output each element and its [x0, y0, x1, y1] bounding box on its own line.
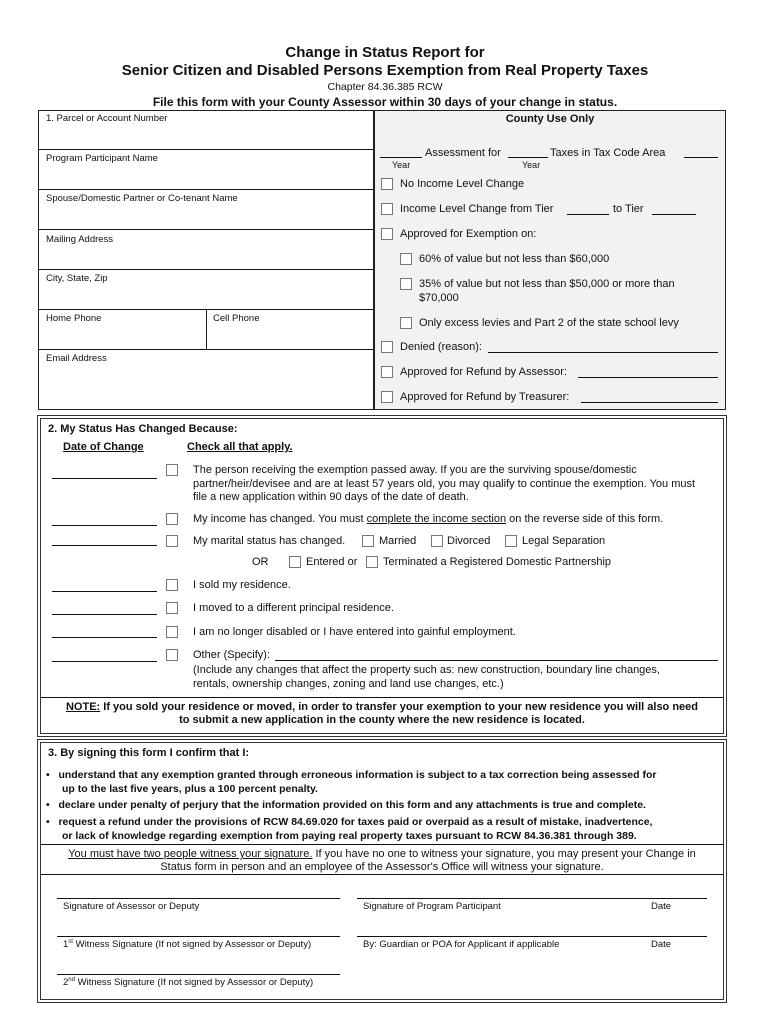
denied-reason-line[interactable] — [488, 352, 718, 353]
bullet-3-text: request a refund under the provisions of RCW 84.69.020 for taxes paid or overpaid as a result of mistake, inadvertence, — [58, 816, 653, 828]
participant-field[interactable] — [39, 164, 373, 188]
note-label: NOTE: — [65, 701, 101, 713]
opt35-checkbox[interactable] — [400, 278, 412, 290]
witness-instruction-2: Status form in person and an employee of the Assessor's Office will witness your signature. — [160, 861, 604, 873]
divider — [40, 844, 724, 845]
legal-separation-label: Legal Separation — [522, 535, 606, 547]
note-line-2: to submit a new application in the county where the new residence is located. — [179, 714, 585, 726]
city-field[interactable] — [39, 284, 373, 308]
moved-text: I moved to a different principal residence. — [193, 602, 394, 614]
tier-change-label: Income Level Change from Tier — [400, 203, 554, 215]
refund-assessor-line[interactable] — [578, 377, 718, 378]
section3-heading: 3. By signing this form I confirm that I: — [48, 747, 250, 759]
note-line-1 — [40, 701, 724, 713]
tax-code-area-line[interactable] — [684, 157, 718, 158]
witness-instruction-1 — [40, 848, 724, 860]
bullet-3-line-2: or lack of knowledge regarding exemption from paying real property taxes pursuant to RCW 84.36.381 through 389. — [62, 830, 637, 842]
other-label: Other (Specify): — [193, 649, 271, 661]
approved-exemption-label: Approved for Exemption on: — [400, 228, 537, 240]
excess-levies-label: Only excess levies and Part 2 of the state school levy — [419, 317, 679, 329]
bullet-2: • declare under penalty of perjury that the information provided on this form and any attachments is true and complete. — [46, 799, 646, 811]
divider — [40, 697, 724, 698]
passed-away-text-3: file a new application within 90 days of the date of death. — [193, 491, 469, 503]
city-label: City, State, Zip — [46, 273, 108, 284]
bullet-1-line-2: up to the last five years, plus a 100 percent penalty. — [62, 783, 318, 795]
terminated-partnership-label: Terminated a Registered Domestic Partnership — [383, 556, 612, 568]
divider — [38, 349, 374, 350]
passed-away-text-2: partner/heir/devisee and are at least 57 years old, you may qualify to continue the exemption. You must — [193, 478, 696, 490]
divider — [40, 874, 724, 875]
spouse-label: Spouse/Domestic Partner or Co-tenant Name — [46, 193, 238, 204]
sold-residence-checkbox[interactable] — [166, 579, 178, 591]
income-changed-text-a: My income has changed. You must — [193, 513, 364, 525]
passed-away-checkbox[interactable] — [166, 464, 178, 476]
assessor-signature-label: Signature of Assessor or Deputy — [63, 901, 200, 912]
marital-changed-checkbox[interactable] — [166, 535, 178, 547]
mailing-field[interactable] — [39, 245, 373, 269]
divider — [38, 229, 374, 230]
refund-treasurer-line[interactable] — [581, 402, 718, 403]
form-title-line2: Senior Citizen and Disabled Persons Exemption from Real Property Taxes — [121, 62, 649, 79]
divider — [38, 269, 374, 270]
divorced-label: Divorced — [447, 535, 491, 547]
participant-signature-line[interactable] — [357, 898, 707, 899]
witness2-signature-line[interactable] — [57, 974, 340, 975]
excess-levies-checkbox[interactable] — [400, 317, 412, 329]
year-label-2: Year — [522, 160, 541, 170]
date-line-moved[interactable] — [52, 614, 157, 615]
witness1-signature-line[interactable] — [57, 936, 340, 937]
date-label-1: Date — [651, 901, 672, 912]
witness1-number: 1 — [63, 939, 69, 951]
refund-treasurer-checkbox[interactable] — [381, 391, 393, 403]
opt35-label: 35% of value but not less than $50,000 or more than — [419, 278, 675, 290]
home-phone-field[interactable] — [39, 324, 205, 348]
parcel-field[interactable] — [39, 124, 373, 148]
county-use-title: County Use Only — [505, 113, 595, 125]
date-label-2: Date — [651, 939, 672, 950]
witness2-number: 2 — [63, 977, 69, 989]
witness-required-text: You must have two people witness your signature. — [68, 848, 313, 860]
other-note-2: rentals, ownership changes, zoning and land use changes, etc.) — [193, 678, 504, 690]
date-of-change-header: Date of Change — [63, 441, 144, 453]
email-field[interactable] — [39, 364, 373, 408]
assessor-signature-line[interactable] — [57, 898, 340, 899]
participant-label: Program Participant Name — [46, 153, 158, 164]
married-label: Married — [379, 535, 417, 547]
taxes-label: Taxes in Tax Code Area — [550, 147, 666, 159]
terminated-partnership-checkbox[interactable] — [366, 556, 378, 568]
mailing-label: Mailing Address — [46, 234, 114, 245]
tier-change-checkbox[interactable] — [381, 203, 393, 215]
witness1-text: Witness Signature (If not signed by Assessor or Deputy) — [72, 939, 312, 951]
section2-heading: 2. My Status Has Changed Because: — [48, 423, 238, 435]
witness-instruction-text: If you have no one to witness your signature, you may present your Change in — [312, 848, 696, 860]
witness2-ordinal: nd — [68, 977, 75, 983]
no-income-change-checkbox[interactable] — [381, 178, 393, 190]
chapter-reference: Chapter 84.36.385 RCW — [327, 81, 443, 93]
income-changed-checkbox[interactable] — [166, 513, 178, 525]
cell-phone-label: Cell Phone — [213, 313, 260, 324]
married-checkbox[interactable] — [362, 535, 374, 547]
participant-signature-label: Signature of Program Participant — [363, 901, 501, 912]
date-line-disabled[interactable] — [52, 637, 157, 638]
to-tier-line[interactable] — [652, 214, 696, 215]
passed-away-text-1: The person receiving the exemption passed away. If you are the surviving spouse/domestic — [193, 464, 637, 476]
marital-changed-text: My marital status has changed. — [193, 535, 346, 547]
date-line-sold[interactable] — [52, 591, 157, 592]
date-line-income[interactable] — [52, 525, 157, 526]
bullet-3-line-1: • request a refund under the provisions of RCW 84.69.020 for taxes paid or overpaid as a result of mistake, inadvertence, — [46, 816, 653, 828]
filing-instruction: File this form with your County Assessor within 30 days of your change in status. — [152, 95, 618, 109]
spouse-field[interactable] — [39, 204, 373, 228]
date-line-other[interactable] — [52, 661, 157, 662]
or-label: OR — [252, 556, 269, 568]
divider — [206, 309, 207, 350]
refund-assessor-label: Approved for Refund by Assessor: — [400, 366, 567, 378]
no-income-change-label: No Income Level Change — [400, 178, 525, 190]
parcel-label: 1. Parcel or Account Number — [46, 113, 168, 124]
opt60-label: 60% of value but not less than $60,000 — [419, 253, 610, 265]
income-changed-text — [193, 513, 663, 525]
divider — [38, 149, 374, 150]
refund-treasurer-label: Approved for Refund by Treasurer: — [400, 391, 570, 403]
tax-year-line[interactable] — [508, 157, 548, 158]
witness1-signature-label — [63, 939, 311, 950]
no-longer-disabled-checkbox[interactable] — [166, 626, 178, 638]
note-text-1: If you sold your residence or moved, in order to transfer your exemption to your new residence you will also need — [100, 701, 699, 713]
year-label-1: Year — [392, 160, 411, 170]
other-specify-line[interactable] — [275, 660, 718, 661]
assessment-year-line[interactable] — [380, 157, 422, 158]
cell-phone-field[interactable] — [208, 324, 373, 348]
no-longer-disabled-text: I am no longer disabled or I have entered into gainful employment. — [193, 626, 516, 638]
guardian-signature-label: By: Guardian or POA for Applicant if applicable — [363, 939, 560, 950]
entered-or-label: Entered or — [306, 556, 358, 568]
divider — [38, 189, 374, 190]
other-checkbox[interactable] — [166, 649, 178, 661]
email-label: Email Address — [46, 353, 107, 364]
guardian-signature-line[interactable] — [357, 936, 707, 937]
entered-partnership-checkbox[interactable] — [289, 556, 301, 568]
home-phone-label: Home Phone — [46, 313, 102, 324]
refund-assessor-checkbox[interactable] — [381, 366, 393, 378]
other-note-1: (Include any changes that affect the property such as: new construction, boundary line changes, — [193, 664, 660, 676]
from-tier-line[interactable] — [567, 214, 609, 215]
denied-label: Denied (reason): — [400, 341, 482, 353]
moved-checkbox[interactable] — [166, 602, 178, 614]
sold-residence-text: I sold my residence. — [193, 579, 291, 591]
witness2-signature-label — [63, 977, 313, 988]
income-changed-text-b: on the reverse side of this form. — [509, 513, 664, 525]
approved-exemption-checkbox[interactable] — [381, 228, 393, 240]
form-title-line1: Change in Status Report for — [285, 44, 485, 61]
divorced-checkbox[interactable] — [431, 535, 443, 547]
date-line-marital[interactable] — [52, 545, 157, 546]
bullet-1-text: understand that any exemption granted through erroneous information is subject to a tax correction being assessed for — [58, 769, 657, 781]
witness1-ordinal: st — [68, 939, 73, 945]
check-all-header: Check all that apply. — [187, 441, 293, 453]
opt35-label-cont: $70,000 — [419, 292, 459, 304]
denied-checkbox[interactable] — [381, 341, 393, 353]
bullet-1-line-1: • understand that any exemption granted through erroneous information is subject to a tax correction being assessed for — [46, 769, 657, 781]
bullet-2-text: declare under penalty of perjury that the information provided on this form and any attachments is true and complete. — [58, 799, 646, 811]
legal-separation-checkbox[interactable] — [505, 535, 517, 547]
opt60-checkbox[interactable] — [400, 253, 412, 265]
income-section-link[interactable]: complete the income section — [366, 513, 507, 525]
to-tier-label: to Tier — [613, 203, 644, 215]
assessment-label: Assessment for — [425, 147, 501, 159]
witness2-text: Witness Signature (If not signed by Assessor or Deputy) — [74, 977, 314, 989]
date-line-passed[interactable] — [52, 478, 157, 479]
